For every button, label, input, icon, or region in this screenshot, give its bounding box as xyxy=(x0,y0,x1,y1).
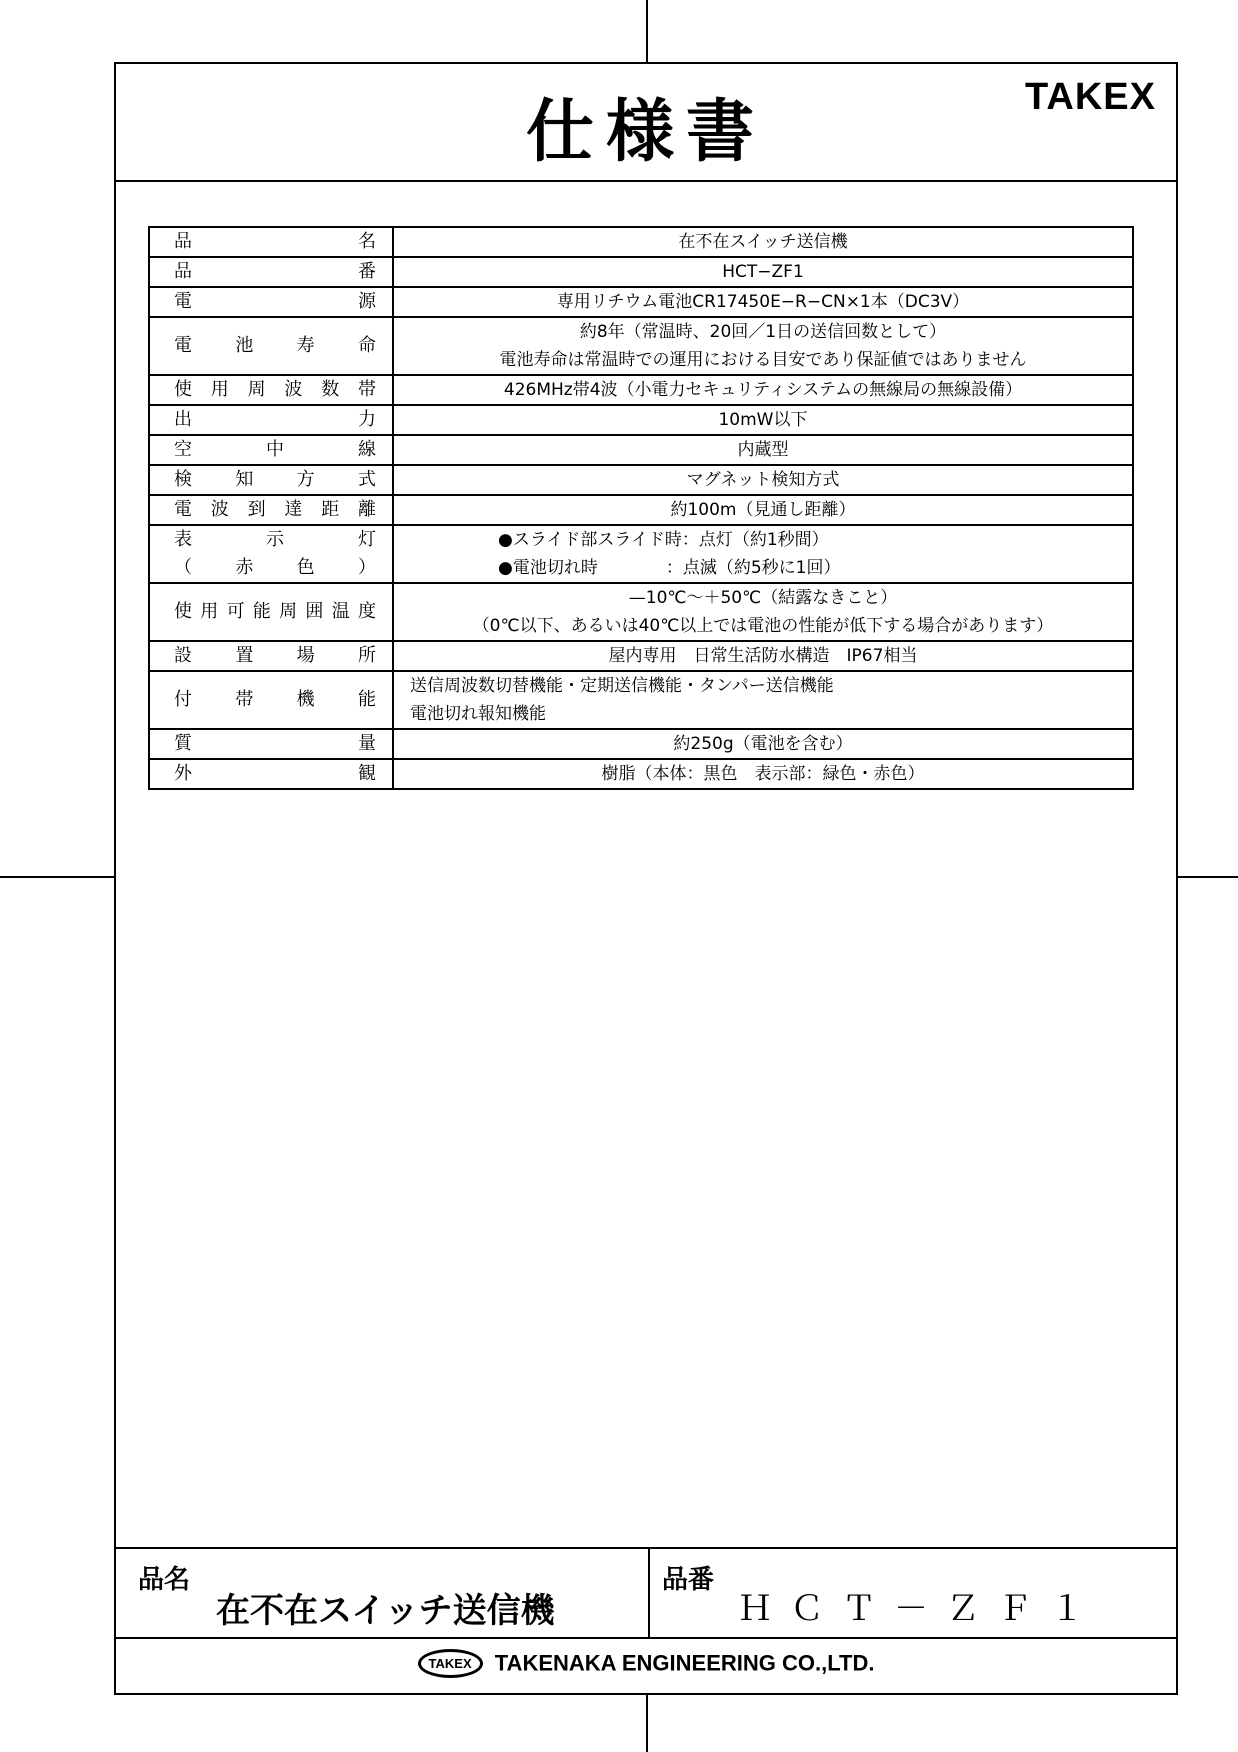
spec-value-line: 約250g（電池を含む） xyxy=(673,734,853,754)
spec-label-char: 品 xyxy=(174,261,192,282)
product-number-label: 品番 xyxy=(662,1565,715,1595)
spec-label xyxy=(149,405,393,435)
spec-value-line: 樹脂（本体：黒色 表示部：緑色・赤色） xyxy=(601,764,925,784)
spec-value-line: 約8年（常温時、20回／1日の送信回数として） xyxy=(579,322,947,342)
spec-row xyxy=(149,317,1133,375)
spec-value xyxy=(393,257,1133,287)
spec-label xyxy=(149,495,393,525)
spec-value xyxy=(393,375,1133,405)
spec-label-char: 周 xyxy=(247,379,266,400)
spec-label-line xyxy=(150,466,392,494)
spec-label-line xyxy=(150,258,392,286)
spec-label-char: 知 xyxy=(235,469,254,490)
spec-row xyxy=(149,465,1133,495)
spec-label-char: 検 xyxy=(174,469,192,490)
spec-label-char: 灯 xyxy=(358,529,376,550)
spec-value xyxy=(393,317,1133,375)
spec-label xyxy=(149,641,393,671)
spec-value-text: ●電池切れ時 ：点滅（約5秒に1回） xyxy=(498,558,841,578)
document-header xyxy=(116,64,1176,182)
product-number-value: ＨＣＴ－ＺＦ１ xyxy=(738,1589,1102,1629)
spec-label-char: 使 xyxy=(174,379,192,400)
spec-label-line xyxy=(150,332,392,360)
spec-label-char: 能 xyxy=(252,601,271,622)
spec-row xyxy=(149,405,1133,435)
spec-row xyxy=(149,435,1133,465)
spec-value-line: 屋内専用 日常生活防水構造 IP67相当 xyxy=(608,646,918,666)
spec-label-char: 波 xyxy=(284,379,303,400)
spec-value xyxy=(393,759,1133,789)
product-name-label: 品名 xyxy=(138,1565,191,1595)
spec-row xyxy=(149,583,1133,641)
spec-value-line xyxy=(394,554,1132,582)
spec-label-char: 使 xyxy=(174,601,192,622)
spec-label-line xyxy=(150,436,392,464)
spec-label-char: 周 xyxy=(279,601,298,622)
brand-logo: TAKEX xyxy=(1025,76,1156,118)
spec-label-char: 用 xyxy=(210,379,229,400)
spec-label-char: 数 xyxy=(321,379,340,400)
spec-label-line xyxy=(150,496,392,524)
spec-value xyxy=(393,525,1133,583)
spec-value xyxy=(393,287,1133,317)
spec-label-char: ） xyxy=(357,557,376,578)
spec-row xyxy=(149,257,1133,287)
spec-label-char: 赤 xyxy=(235,557,254,578)
spec-label-char: 離 xyxy=(357,499,376,520)
spec-value-line: （0℃以下、あるいは40℃以上では電池の性能が低下する場合があります） xyxy=(472,616,1054,636)
spec-label xyxy=(149,435,393,465)
spec-label-char: 能 xyxy=(357,689,376,710)
spec-value xyxy=(393,641,1133,671)
spec-label-char: 色 xyxy=(296,557,315,578)
spec-label-char: 観 xyxy=(358,763,376,784)
spec-value xyxy=(393,671,1133,729)
spec-label-char: 設 xyxy=(174,645,192,666)
product-info-row xyxy=(116,1549,1176,1639)
spec-value-line: 約100m（見通し距離） xyxy=(670,500,856,520)
spec-label-char: 式 xyxy=(357,469,376,490)
crop-mark-left xyxy=(0,876,114,878)
spec-value-line xyxy=(394,526,1132,554)
crop-mark-right xyxy=(1178,876,1238,878)
spec-label xyxy=(149,375,393,405)
spec-row xyxy=(149,375,1133,405)
spec-label xyxy=(149,759,393,789)
spec-value xyxy=(393,435,1133,465)
spec-value-line: 専用リチウム電池CR17450E−R−CN×1本（DC3V） xyxy=(556,292,970,312)
spec-label-line xyxy=(150,554,392,582)
spec-label-line xyxy=(150,642,392,670)
company-line xyxy=(116,1649,1176,1678)
spec-value-line: 内蔵型 xyxy=(737,440,789,460)
spec-label-char: 度 xyxy=(357,601,376,622)
document-frame xyxy=(114,62,1178,1695)
spec-value-line: 送信周波数切替機能・定期送信機能・タンパー送信機能 xyxy=(410,676,834,696)
spec-label-char: 源 xyxy=(358,291,376,312)
spec-label-char: 品 xyxy=(174,231,192,252)
footer-divider xyxy=(648,1549,650,1639)
spec-label-char: 空 xyxy=(174,439,192,460)
spec-value xyxy=(393,729,1133,759)
spec-label-char: 用 xyxy=(200,601,219,622)
spec-label-line xyxy=(150,228,392,256)
spec-label-char: 名 xyxy=(358,231,376,252)
spec-label-char: 出 xyxy=(174,409,192,430)
product-name-value: 在不在スイッチ送信機 xyxy=(216,1591,555,1631)
spec-label xyxy=(149,257,393,287)
spec-value xyxy=(393,495,1133,525)
spec-value-line: 在不在スイッチ送信機 xyxy=(678,232,848,252)
crop-mark-top xyxy=(646,0,648,62)
spec-label-char: 置 xyxy=(235,645,254,666)
crop-mark-bottom xyxy=(646,1695,648,1752)
spec-label-char: 達 xyxy=(284,499,303,520)
spec-label-char: 寿 xyxy=(296,335,315,356)
spec-label-line xyxy=(150,406,392,434)
document-footer xyxy=(116,1547,1176,1695)
spec-row xyxy=(149,287,1133,317)
spec-label-char: 付 xyxy=(174,689,192,710)
spec-label-char: 量 xyxy=(358,733,376,754)
spec-label-char: 場 xyxy=(296,645,315,666)
spec-label xyxy=(149,227,393,257)
spec-row xyxy=(149,729,1133,759)
spec-label-line xyxy=(150,730,392,758)
spec-label-char: 波 xyxy=(210,499,229,520)
spec-label-line xyxy=(150,760,392,788)
spec-row xyxy=(149,641,1133,671)
company-name: TAKENAKA ENGINEERING CO.,LTD. xyxy=(494,1650,875,1676)
spec-value xyxy=(393,405,1133,435)
spec-label-char: 電 xyxy=(174,335,192,356)
spec-value-line: 電池寿命は常温時での運用における目安であり保証値ではありません xyxy=(499,350,1027,370)
spec-label xyxy=(149,583,393,641)
spec-table xyxy=(148,226,1134,790)
spec-label-char: 池 xyxy=(235,335,254,356)
spec-row xyxy=(149,525,1133,583)
spec-label-char: 到 xyxy=(247,499,266,520)
spec-value xyxy=(393,227,1133,257)
spec-label xyxy=(149,317,393,375)
spec-label-char: 質 xyxy=(174,733,192,754)
spec-label-char: 表 xyxy=(174,529,192,550)
spec-label xyxy=(149,671,393,729)
spec-label xyxy=(149,525,393,583)
spec-label-line xyxy=(150,686,392,714)
spec-label-char: 方 xyxy=(296,469,315,490)
spec-value-line: HCT−ZF1 xyxy=(722,262,804,282)
spec-row xyxy=(149,759,1133,789)
spec-value-line: —10℃～＋50℃（結露なきこと） xyxy=(628,588,898,608)
company-logo: TAKEX xyxy=(418,1649,483,1678)
spec-label-char: （ xyxy=(174,557,192,578)
spec-label-char: 帯 xyxy=(357,379,376,400)
spec-value-line: 10mW以下 xyxy=(718,410,808,430)
spec-label-char: 力 xyxy=(358,409,376,430)
spec-label-char: 機 xyxy=(296,689,315,710)
spec-label-char: 温 xyxy=(331,601,350,622)
spec-label-line xyxy=(150,376,392,404)
spec-value-text: ●スライド部スライド時：点灯（約1秒間） xyxy=(498,530,829,550)
spec-label-char: 電 xyxy=(174,499,192,520)
spec-label-char: 可 xyxy=(226,601,245,622)
spec-label-char: 番 xyxy=(358,261,376,282)
spec-label-line xyxy=(150,288,392,316)
spec-row xyxy=(149,495,1133,525)
spec-label-char: 帯 xyxy=(235,689,254,710)
document-title: 仕様書 xyxy=(525,93,766,172)
spec-value xyxy=(393,583,1133,641)
spec-label-char: 外 xyxy=(174,763,192,784)
spec-label xyxy=(149,465,393,495)
spec-label-char: 距 xyxy=(321,499,340,520)
spec-label-char: 示 xyxy=(266,529,284,550)
spec-label-line xyxy=(150,526,392,554)
spec-label xyxy=(149,287,393,317)
spec-row xyxy=(149,227,1133,257)
spec-label-char: 囲 xyxy=(305,601,324,622)
spec-label xyxy=(149,729,393,759)
spec-value-line: 電池切れ報知機能 xyxy=(410,704,546,724)
spec-value-line: マグネット検知方式 xyxy=(686,470,840,490)
spec-label-char: 線 xyxy=(358,439,376,460)
spec-label-char: 所 xyxy=(357,645,376,666)
spec-value-line: 426MHz帯4波（小電力セキュリティシステムの無線局の無線設備） xyxy=(503,380,1023,400)
spec-label-char: 中 xyxy=(266,439,284,460)
spec-value xyxy=(393,465,1133,495)
spec-label-char: 電 xyxy=(174,291,192,312)
spec-label-line xyxy=(150,598,392,626)
spec-label-char: 命 xyxy=(357,335,376,356)
spec-row xyxy=(149,671,1133,729)
